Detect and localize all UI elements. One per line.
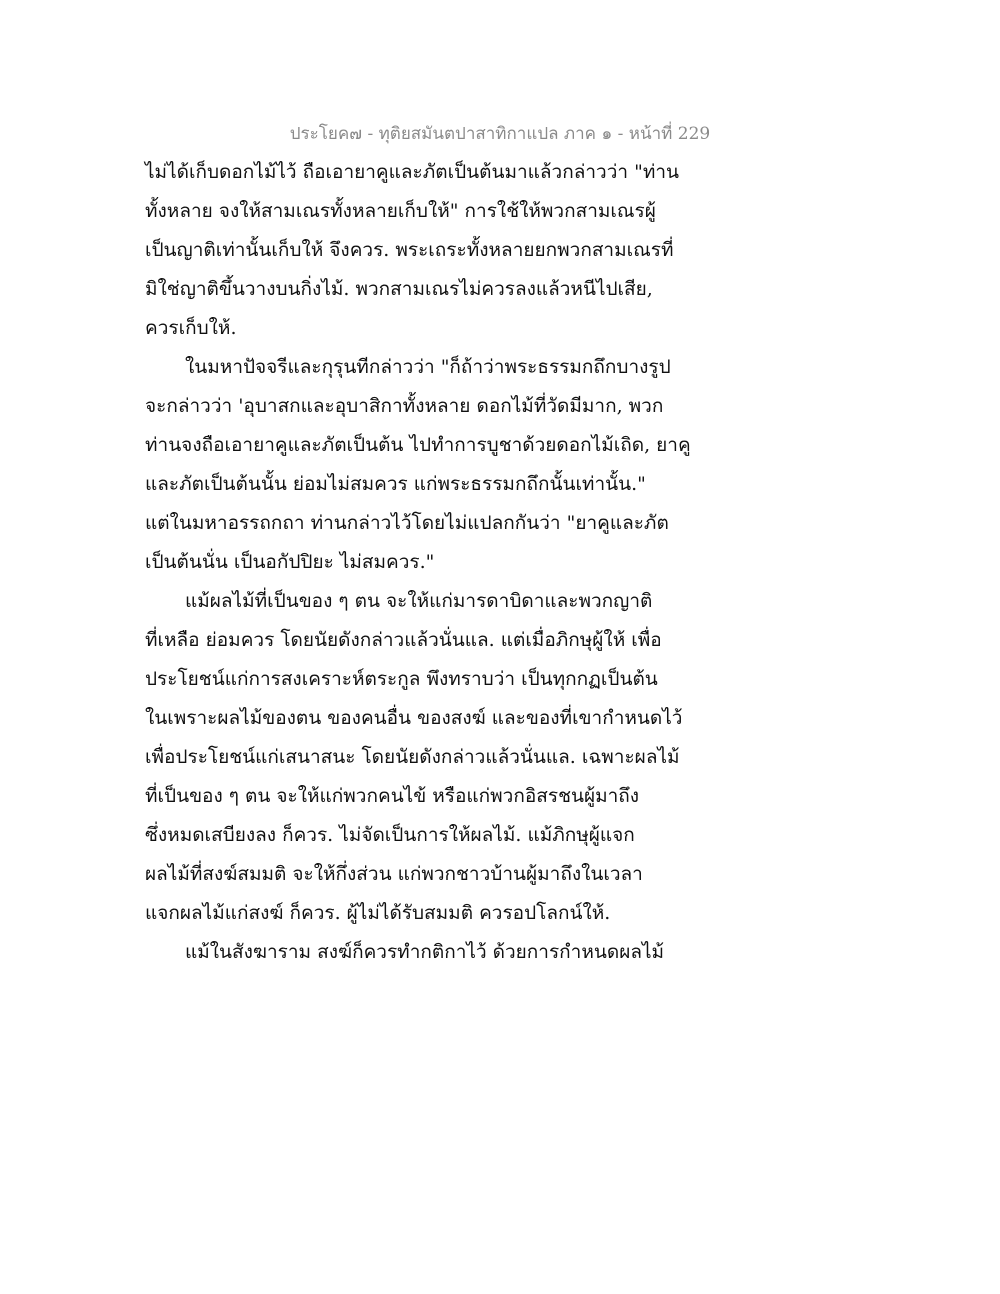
text-line: มิใช่ญาติขึ้นวางบนกิ่งไม้. พวกสามเณรไม่ควรลงแล้วหนีไปเสีย, bbox=[145, 278, 653, 300]
text-line: เป็นต้นนั่น เป็นอกัปปิยะ ไม่สมควร." bbox=[145, 551, 435, 573]
text-line: ที่เหลือ ย่อมควร โดยนัยดังกล่าวแล้วนั่นแล. แต่เมื่อภิกษุผู้ให้ เพื่อ bbox=[145, 629, 662, 651]
paragraph-first-line: ในมหาปัจจรีและกุรุนทีกล่าวว่า "ก็ถ้าว่าพระธรรมกถึกบางรูป bbox=[185, 356, 671, 378]
paragraph-first-line: แม้ผลไม้ที่เป็นของ ๆ ตน จะให้แก่มารดาบิดาและพวกญาติ bbox=[185, 590, 653, 612]
paragraph-first-line: แม้ในสังฆาราม สงฆ์ก็ควรทำกติกาไว้ ด้วยการกำหนดผลไม้ bbox=[185, 941, 665, 963]
text-line: เพื่อประโยชน์แก่เสนาสนะ โดยนัยดังกล่าวแล้วนั่นแล. เฉพาะผลไม้ bbox=[145, 746, 680, 768]
text-line: ทั้งหลาย จงให้สามเณรทั้งหลายเก็บให้" การใช้ให้พวกสามเณรผู้ bbox=[145, 200, 656, 222]
body-text bbox=[145, 153, 705, 972]
text-line: ประโยชน์แก่การสงเคราะห์ตระกูล พึงทราบว่า เป็นทุกกฏเป็นต้น bbox=[145, 668, 658, 690]
text-line: ในเพราะผลไม้ของตน ของคนอื่น ของสงฆ์ และของที่เขากำหนดไว้ bbox=[145, 707, 683, 729]
text-line: จะกล่าวว่า 'อุบาสกและอุบาสิกาทั้งหลาย ดอกไม้ที่วัดมีมาก, พวก bbox=[145, 395, 664, 417]
text-line: และภัตเป็นต้นนั้น ย่อมไม่สมควร แก่พระธรรมกถึกนั้นเท่านั้น." bbox=[145, 473, 646, 495]
text-line: ซึ่งหมดเสบียงลง ก็ควร. ไม่จัดเป็นการให้ผลไม้. แม้ภิกษุผู้แจก bbox=[145, 824, 635, 846]
text-line: เป็นญาติเท่านั้นเก็บให้ จึงควร. พระเถระทั้งหลายยกพวกสามเณรที่ bbox=[145, 239, 674, 261]
text-line: ควรเก็บให้. bbox=[145, 317, 237, 339]
text-line: แต่ในมหาอรรถกถา ท่านกล่าวไว้โดยไม่แปลกกันว่า "ยาคูและภัต bbox=[145, 512, 669, 534]
text-line: ที่เป็นของ ๆ ตน จะให้แก่พวกคนไข้ หรือแก่พวกอิสรชนผู้มาถึง bbox=[145, 785, 640, 807]
text-line: ไม่ได้เก็บดอกไม้ไว้ ถือเอายาคูและภัตเป็นต้นมาแล้วกล่าวว่า "ท่าน bbox=[145, 161, 679, 183]
text-line: แจกผลไม้แก่สงฆ์ ก็ควร. ผู้ไม่ได้รับสมมติ ควรอปโลกน์ให้. bbox=[145, 902, 611, 924]
text-line: ท่านจงถือเอายาคูและภัตเป็นต้น ไปทำการบูชาด้วยดอกไม้เถิด, ยาคู bbox=[145, 434, 691, 456]
text-line: ผลไม้ที่สงฆ์สมมติ จะให้กึ่งส่วน แก่พวกชาวบ้านผู้มาถึงในเวลา bbox=[145, 863, 643, 885]
page-header: ประโยค๗ - ทุติยสมันตปาสาทิกาแปล ภาค ๑ - หน้าที่ 229 bbox=[289, 124, 711, 144]
